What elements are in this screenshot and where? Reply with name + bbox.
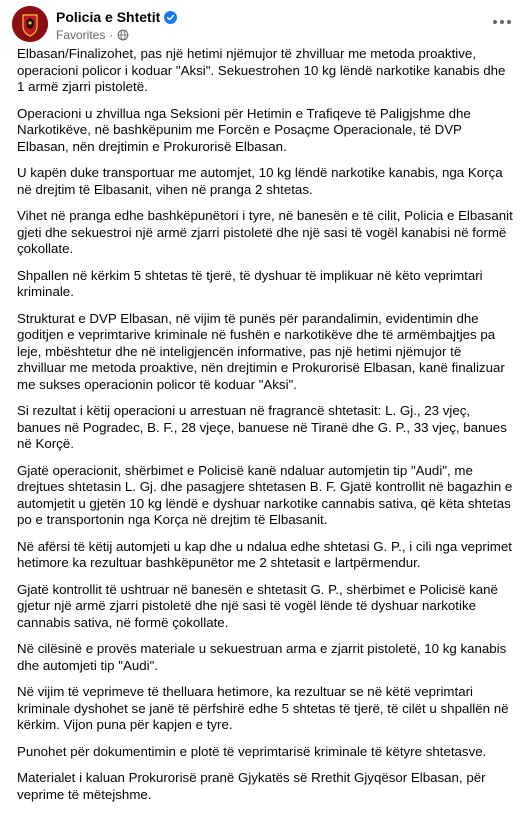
post-paragraph: Si rezultat i këtij operacioni u arrestuan në fragrancë shtetasit: L. Gj., 23 vjeç, banues në Pogradec, B. F., 28 vjeçe, banuese në Tiranë dhe G. P., 33 vjeç, banues në Korçë. <box>17 403 507 451</box>
post-paragraph: Në vijim të veprimeve të thelluara hetimore, ka rezultuar se në këtë veprimtari kriminale dyshohet se janë të përfshirë edhe 5 shtetas të tjerë, të cilët u shpallën në kërkim. Vijon puna për kapjen e tyre. <box>17 684 509 732</box>
post-paragraph: Vihet në pranga edhe bashkëpunëtori i tyre, në banesën e të cilit, Policia e Elbasanit gjeti dhe sekuestroi një armë zjarri pistoletë dhe një sasi të vogël kanabisi në formë çokollate. <box>17 208 513 256</box>
post-paragraph: Strukturat e DVP Elbasan, në vijim të punës për parandalimin, evidentimin dhe goditjen e veprimtarive kriminale në fushën e narkotikëve dhe të armëmbajtjes pa leje, mbështetur dhe në inteligjencën informative, pas një hetimi njëmujor të zhvilluar me metoda proaktive, nën drejtimin e Prokurorisë Elbasan, kanë finalizuar me sukses operacionin policor të koduar "Aksi". <box>17 310 505 392</box>
post-paragraph: U kapën duke transportuar me automjet, 10 kg lëndë narkotike kanabis, nga Korça në drejtim të Elbasanit, vihen në pranga 2 shtetas. <box>17 165 503 197</box>
post-meta <box>56 28 129 42</box>
post-paragraph: Gjatë kontrollit të ushtruar në banesën e shtetasit G. P., shërbimet e Policisë kanë gjetur një armë zjarri pistoletë dhe një sasi të vogël lënde të dyshuar narkotike cannabis sativa, në formë çokollate. <box>17 581 498 630</box>
police-emblem-icon <box>12 6 48 42</box>
post-paragraph: Materialet i kaluan Prokurorisë pranë Gjykatës së Rrethit Gjyqësor Elbasan, për veprime të mëtejshme. <box>17 770 486 802</box>
post-paragraph: Operacioni u zhvillua nga Seksioni për Hetimin e Trafiqeve të Paligjshme dhe Narkotikëve, në bashkëpunim me Forcën e Posaçme Operacionale, të DVP Elbasan, nën drejtimin e Prokurorisë Elbasan. <box>17 105 471 154</box>
post-paragraph: Shpallen në kërkim 5 shtetas të tjerë, të dyshuar të implikuar në këto veprimtari kriminale. <box>17 267 483 299</box>
globe-icon[interactable] <box>117 29 129 41</box>
post-author <box>56 9 177 25</box>
more-options-button[interactable] <box>488 10 516 34</box>
verified-badge-icon <box>164 11 177 24</box>
author-name[interactable]: Policia e Shtetit <box>56 9 161 25</box>
more-dot <box>493 20 497 24</box>
more-dot <box>507 20 511 24</box>
post-text <box>17 46 513 813</box>
post-header <box>0 0 526 48</box>
page-avatar[interactable] <box>12 6 48 42</box>
post-paragraph: Elbasan/Finalizohet, pas një hetimi njëmujor të zhvilluar me metoda proaktive, operacioni policor i koduar "Aksi". Sekuestrohen 10 kg lëndë narkotike kanabis dhe 1 armë zjarri pistoletë. <box>17 46 506 94</box>
meta-separator: · <box>109 28 114 42</box>
post-paragraph: Gjatë operacionit, shërbimet e Policisë kanë ndaluar automjetin tip "Audi", me drejtues shtetasin L. Gj. dhe pasagjere shtetasen B. F. Gjatë kontrollit në bagazhin e automjetit u gjetën 10 kg lëndë e dyshuar narkotike cannabis sativa, që këta shtetas po e transportonin nga Korça në drejtim të Elbasanit. <box>17 462 513 527</box>
more-dot <box>500 20 504 24</box>
favorites-label[interactable]: Favorites <box>56 28 106 42</box>
post-paragraph: Në cilësinë e provës materiale u sekuestruan arma e zjarrit pistoletë, 10 kg kanabis dhe automjeti tip "Audi". <box>17 641 507 673</box>
post-paragraph: Punohet për dokumentimin e plotë të veprimtarisë kriminale të këtyre shtetasve. <box>17 743 487 759</box>
post-paragraph: Në afërsi të këtij automjeti u kap dhe u ndalua edhe shtetasi G. P., i cili nga veprimet hetimore ka rezultuar bashkëpunëtor me 2 shtetasit e lartpërmendur. <box>17 538 512 570</box>
